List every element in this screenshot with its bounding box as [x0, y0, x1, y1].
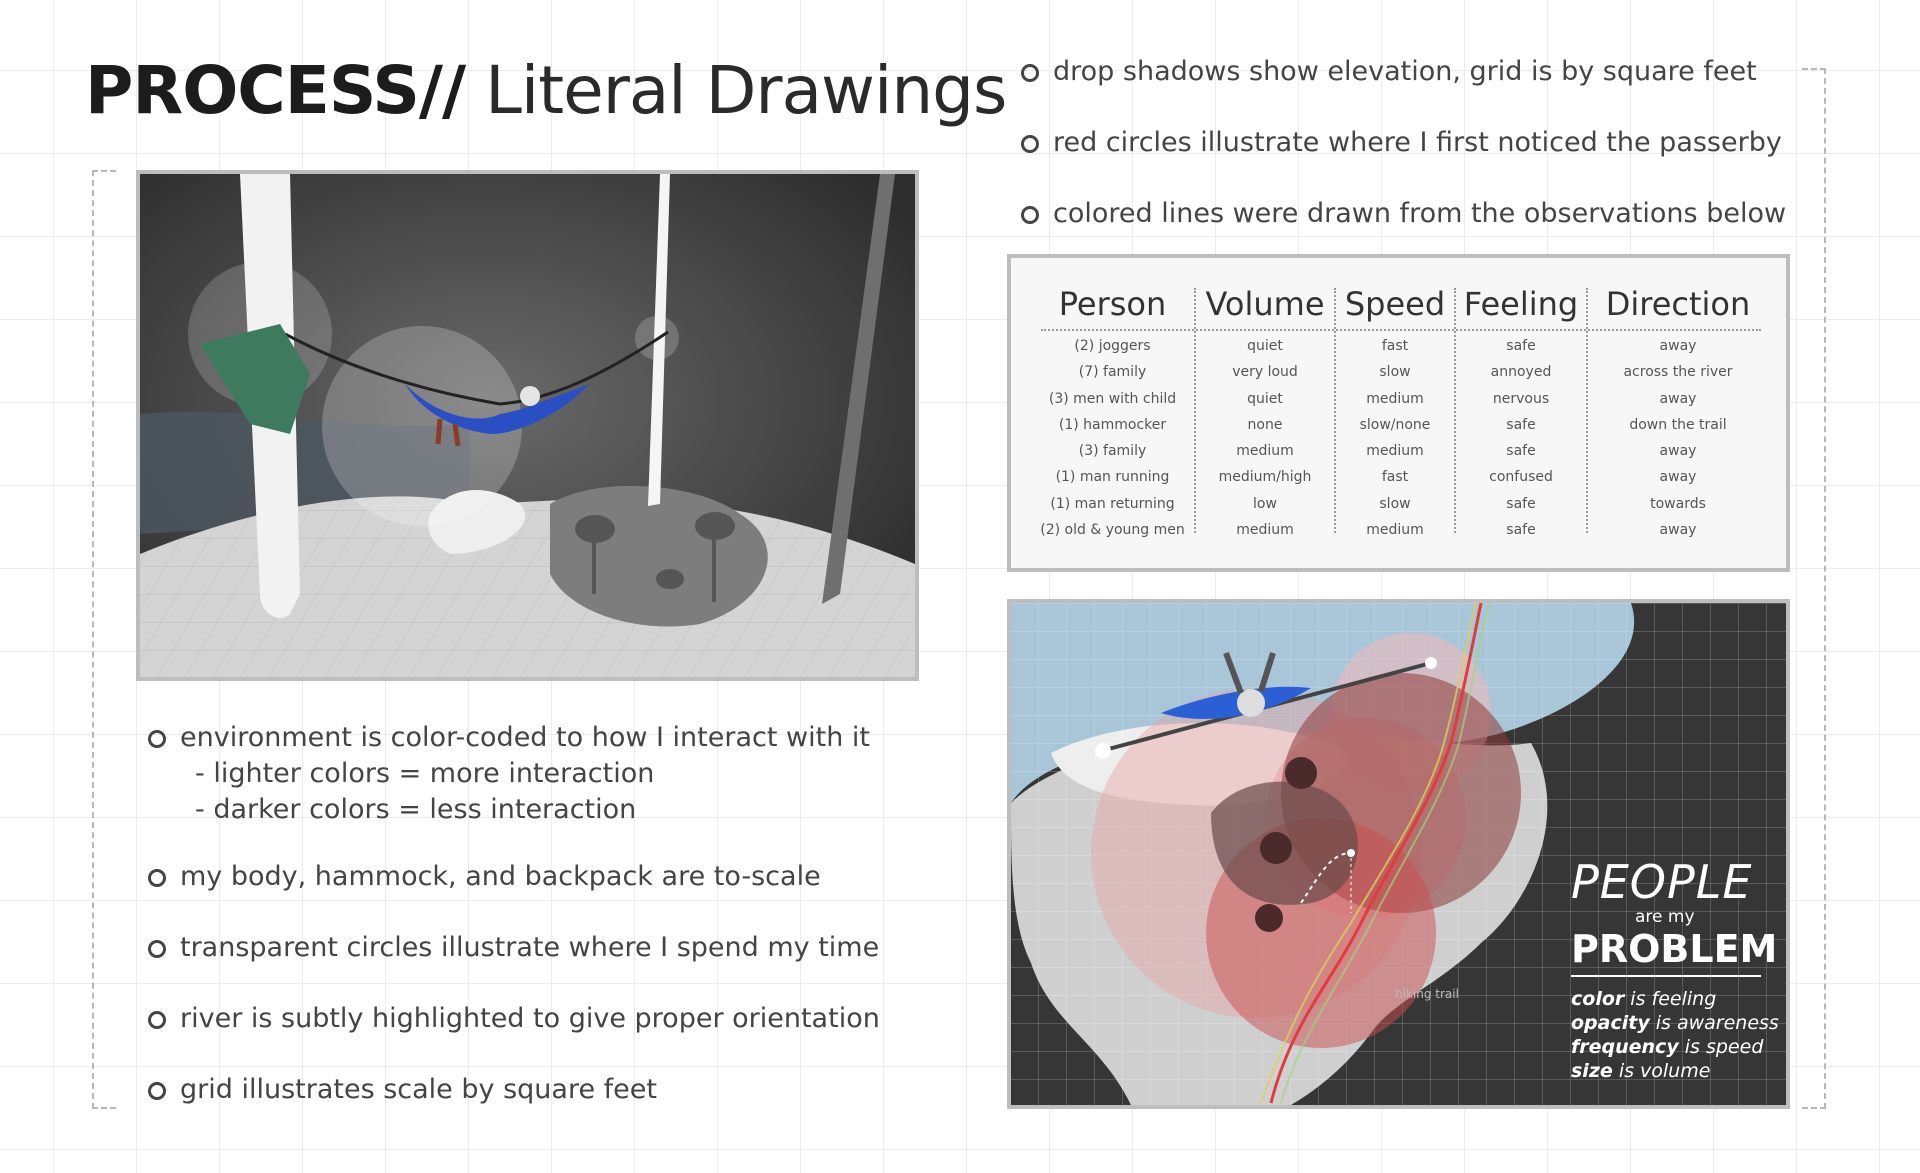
- column-header: Speed: [1344, 285, 1446, 323]
- column-volume: [1196, 258, 1334, 543]
- legend-item: frequency is speed: [1571, 1036, 1764, 1058]
- title-bold: PROCESS//: [85, 52, 466, 129]
- list-subitem: - darker colors = less interaction: [195, 794, 637, 825]
- table-cell: medium: [1236, 522, 1294, 539]
- table-cell: safe: [1506, 416, 1536, 433]
- table-cell: (1) man returning: [1050, 495, 1175, 512]
- list-item: transparent circles illustrate where I spend my time: [148, 928, 880, 968]
- table-cell: safe: [1506, 495, 1536, 512]
- table-cell: away: [1659, 522, 1697, 539]
- page-title: [85, 52, 1007, 129]
- table-cell: (2) old & young men: [1040, 522, 1185, 539]
- table-cell: none: [1247, 416, 1283, 433]
- table-cell: medium: [1366, 390, 1424, 407]
- table-cell: safe: [1506, 338, 1536, 354]
- top-bullet-list: [1021, 52, 1786, 265]
- table-cell: (3) family: [1078, 443, 1147, 460]
- table-cell: quiet: [1247, 338, 1283, 354]
- table-cell: across the river: [1623, 364, 1733, 381]
- column-header: Feeling: [1463, 285, 1579, 323]
- table-cell: quiet: [1247, 390, 1283, 407]
- table-cell: (1) hammocker: [1058, 416, 1167, 433]
- map-headline-people: PEOPLE: [1571, 855, 1753, 909]
- table-cell: medium: [1366, 443, 1424, 460]
- column-speed: [1336, 258, 1454, 543]
- list-item: red circles illustrate where I first noticed the passerby: [1021, 123, 1786, 163]
- column-direction: [1588, 258, 1768, 543]
- table-cell: fast: [1381, 469, 1409, 486]
- table-cell: down the trail: [1629, 416, 1727, 433]
- observation-table: [1007, 254, 1790, 572]
- table-cell: slow: [1379, 364, 1411, 381]
- column-header: Person: [1058, 285, 1167, 323]
- table-cell: annoyed: [1490, 364, 1552, 381]
- column-feeling: [1456, 258, 1586, 543]
- table-cell: safe: [1506, 443, 1536, 460]
- legend-item: opacity is awareness: [1571, 1012, 1779, 1034]
- map-caption: [1571, 855, 1779, 1083]
- map-headline-are-my: are my: [1635, 907, 1695, 927]
- table-cell: very loud: [1232, 364, 1298, 381]
- table-cell: medium/high: [1218, 469, 1312, 486]
- hiking-trail-label: hiking trail: [1395, 987, 1459, 1001]
- column-header: Direction: [1605, 285, 1751, 323]
- list-item: environment is color-coded to how I interact with it - lighter colors = more interaction - darker colors = less interaction: [148, 718, 880, 828]
- overhead-map: [1007, 599, 1790, 1109]
- table-cell: away: [1659, 443, 1697, 460]
- list-item: colored lines were drawn from the observations below: [1021, 194, 1786, 234]
- list-item: grid illustrates scale by square feet: [148, 1070, 880, 1110]
- table-cell: safe: [1506, 522, 1536, 539]
- map-legend: [1571, 987, 1779, 1083]
- list-subitem: - lighter colors = more interaction: [195, 758, 655, 789]
- table-cell: nervous: [1492, 390, 1550, 407]
- table-cell: medium: [1236, 443, 1294, 460]
- column-header: Volume: [1205, 285, 1325, 323]
- legend-item: color is feeling: [1571, 988, 1717, 1010]
- column-person: [1031, 258, 1194, 543]
- right-bracket: [1802, 68, 1826, 1109]
- bottom-bullet-list: [148, 718, 880, 1141]
- table-cell: (2) joggers: [1074, 338, 1151, 354]
- table-cell: confused: [1489, 469, 1553, 486]
- table-cell: fast: [1381, 338, 1409, 354]
- left-bracket: [92, 170, 116, 1109]
- table-cell: away: [1659, 338, 1697, 354]
- list-item: river is subtly highlighted to give proper orientation: [148, 999, 880, 1039]
- table-cell: away: [1659, 469, 1697, 486]
- table-cell: towards: [1650, 495, 1706, 512]
- title-light: Literal Drawings: [485, 52, 1007, 129]
- table-cell: medium: [1366, 522, 1424, 539]
- legend-item: size is volume: [1571, 1060, 1711, 1082]
- map-headline-problem: PROBLEM: [1571, 929, 1761, 977]
- table-cell: slow: [1379, 495, 1411, 512]
- table-cell: (7) family: [1078, 364, 1147, 381]
- hammock-illustration: [136, 170, 919, 681]
- list-item: my body, hammock, and backpack are to-scale: [148, 857, 880, 897]
- table-cell: low: [1253, 495, 1277, 512]
- table-cell: away: [1659, 390, 1697, 407]
- table-cell: slow/none: [1359, 416, 1431, 433]
- list-item: drop shadows show elevation, grid is by square feet: [1021, 52, 1786, 92]
- table-cell: (3) men with child: [1048, 390, 1177, 407]
- table-cell: (1) man running: [1055, 469, 1170, 486]
